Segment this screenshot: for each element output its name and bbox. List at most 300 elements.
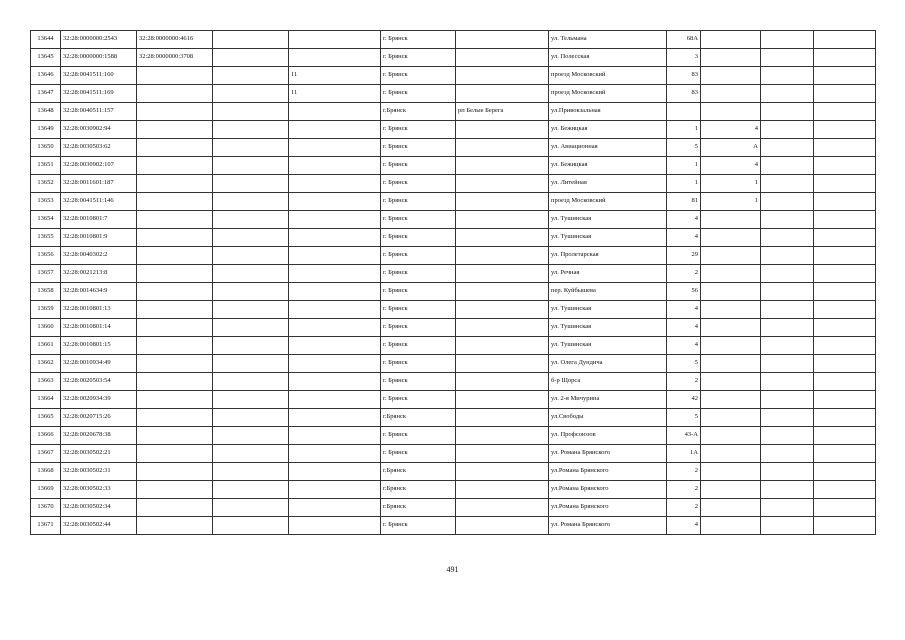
cell-house-number — [667, 103, 701, 121]
cell-extra-col-1 — [213, 193, 289, 211]
cell-prev-cadastral-number — [137, 499, 213, 517]
table-row — [31, 139, 876, 157]
cell-record-number: 13654 — [31, 211, 61, 229]
cell-extra-col-2 — [289, 103, 381, 121]
cell-building — [701, 499, 761, 517]
cell-extra-col-3 — [761, 157, 814, 175]
cell-cadastral-number: 32:28:0030902:94 — [61, 121, 137, 139]
cell-extra-col-2: 11 — [289, 67, 381, 85]
cell-extra-col-2 — [289, 373, 381, 391]
cell-cadastral-number: 32:28:0020715:26 — [61, 409, 137, 427]
cell-street: ул. Тушинская — [549, 301, 667, 319]
cell-extra-col-4 — [814, 337, 876, 355]
cell-prev-cadastral-number: 32:28:0000000:3708 — [137, 49, 213, 67]
cell-record-number: 13666 — [31, 427, 61, 445]
cell-extra-col-3 — [761, 193, 814, 211]
cell-settlement — [456, 229, 549, 247]
cell-house-number: 83 — [667, 67, 701, 85]
cell-street: ул. Тельмана — [549, 31, 667, 49]
cell-prev-cadastral-number — [137, 481, 213, 499]
cell-building — [701, 355, 761, 373]
cell-extra-col-1 — [213, 463, 289, 481]
cell-city: г. Брянск — [381, 157, 456, 175]
cell-extra-col-3 — [761, 31, 814, 49]
cell-extra-col-3 — [761, 85, 814, 103]
cell-extra-col-1 — [213, 139, 289, 157]
cell-prev-cadastral-number — [137, 355, 213, 373]
cell-street: пер. Куйбышева — [549, 283, 667, 301]
cell-building: 1 — [701, 175, 761, 193]
cell-prev-cadastral-number — [137, 229, 213, 247]
cell-extra-col-2 — [289, 211, 381, 229]
cell-record-number: 13661 — [31, 337, 61, 355]
cell-house-number: 2 — [667, 463, 701, 481]
cell-cadastral-number: 32:28:0010801:13 — [61, 301, 137, 319]
cell-extra-col-4 — [814, 121, 876, 139]
cell-extra-col-1 — [213, 67, 289, 85]
cell-cadastral-number: 32:28:0020934:39 — [61, 391, 137, 409]
cell-extra-col-2 — [289, 517, 381, 535]
cell-record-number: 13656 — [31, 247, 61, 265]
cell-house-number: 4 — [667, 229, 701, 247]
cell-extra-col-3 — [761, 265, 814, 283]
cell-extra-col-2 — [289, 319, 381, 337]
cell-extra-col-3 — [761, 337, 814, 355]
cell-city: г. Брянск — [381, 373, 456, 391]
cell-cadastral-number: 32:28:0030502:33 — [61, 481, 137, 499]
cell-house-number: 43-А — [667, 427, 701, 445]
cell-extra-col-4 — [814, 139, 876, 157]
cell-house-number: 1 — [667, 157, 701, 175]
cell-record-number: 13664 — [31, 391, 61, 409]
cell-extra-col-3 — [761, 373, 814, 391]
cell-extra-col-1 — [213, 517, 289, 535]
cell-city: г. Брянск — [381, 283, 456, 301]
cell-cadastral-number: 32:28:0000000:1588 — [61, 49, 137, 67]
cell-record-number: 13662 — [31, 355, 61, 373]
cell-house-number: 2 — [667, 481, 701, 499]
cell-extra-col-3 — [761, 319, 814, 337]
cell-cadastral-number: 32:28:0030502:21 — [61, 445, 137, 463]
cell-house-number: 5 — [667, 355, 701, 373]
cell-building — [701, 409, 761, 427]
table-row — [31, 517, 876, 535]
cell-prev-cadastral-number — [137, 463, 213, 481]
cell-extra-col-3 — [761, 499, 814, 517]
cell-prev-cadastral-number — [137, 85, 213, 103]
cell-extra-col-3 — [761, 283, 814, 301]
cell-cadastral-number: 32:28:0010801:15 — [61, 337, 137, 355]
cell-settlement — [456, 211, 549, 229]
table-row — [31, 247, 876, 265]
cell-extra-col-1 — [213, 319, 289, 337]
cell-record-number: 13655 — [31, 229, 61, 247]
cell-extra-col-2 — [289, 157, 381, 175]
cell-record-number: 13667 — [31, 445, 61, 463]
cell-extra-col-4 — [814, 229, 876, 247]
cell-extra-col-3 — [761, 517, 814, 535]
cell-building: 4 — [701, 157, 761, 175]
cell-house-number: 1 — [667, 175, 701, 193]
cell-settlement — [456, 517, 549, 535]
cell-house-number: 4 — [667, 211, 701, 229]
cell-building — [701, 283, 761, 301]
cell-record-number: 13649 — [31, 121, 61, 139]
cell-extra-col-4 — [814, 355, 876, 373]
cell-extra-col-2 — [289, 121, 381, 139]
table-row — [31, 49, 876, 67]
cell-extra-col-1 — [213, 283, 289, 301]
cell-cadastral-number: 32:28:0040511:157 — [61, 103, 137, 121]
cell-building — [701, 49, 761, 67]
cell-extra-col-3 — [761, 427, 814, 445]
cell-street: ул. Литейная — [549, 175, 667, 193]
cell-street: проезд Московский — [549, 67, 667, 85]
table-row — [31, 229, 876, 247]
cell-building — [701, 31, 761, 49]
cell-extra-col-2 — [289, 427, 381, 445]
cell-street: ул.Романа Брянского — [549, 481, 667, 499]
cell-record-number: 13646 — [31, 67, 61, 85]
cell-city: г. Брянск — [381, 337, 456, 355]
table-row — [31, 121, 876, 139]
page-number: 491 — [446, 565, 459, 574]
cell-extra-col-1 — [213, 31, 289, 49]
cell-extra-col-1 — [213, 121, 289, 139]
cell-house-number: 1А — [667, 445, 701, 463]
cell-house-number: 56 — [667, 283, 701, 301]
cell-city: г.Брянск — [381, 463, 456, 481]
cell-record-number: 13669 — [31, 481, 61, 499]
cell-building — [701, 337, 761, 355]
cell-street: ул. Пролетарская — [549, 247, 667, 265]
cell-building — [701, 67, 761, 85]
cell-cadastral-number: 32:28:0040302:2 — [61, 247, 137, 265]
cell-extra-col-1 — [213, 49, 289, 67]
cell-cadastral-number: 32:28:0010934:49 — [61, 355, 137, 373]
table-row — [31, 445, 876, 463]
cell-cadastral-number: 32:28:0020678:38 — [61, 427, 137, 445]
cell-building — [701, 85, 761, 103]
cell-cadastral-number: 32:28:0010801:9 — [61, 229, 137, 247]
cell-building — [701, 229, 761, 247]
cell-prev-cadastral-number — [137, 427, 213, 445]
cell-extra-col-1 — [213, 175, 289, 193]
cell-extra-col-3 — [761, 409, 814, 427]
cell-record-number: 13652 — [31, 175, 61, 193]
cell-building — [701, 427, 761, 445]
cell-prev-cadastral-number — [137, 211, 213, 229]
cell-extra-col-3 — [761, 391, 814, 409]
cell-record-number: 13651 — [31, 157, 61, 175]
cell-extra-col-1 — [213, 265, 289, 283]
table-row — [31, 301, 876, 319]
registry-table-body — [31, 31, 876, 535]
cell-house-number: 5 — [667, 139, 701, 157]
cell-extra-col-3 — [761, 463, 814, 481]
cell-extra-col-4 — [814, 211, 876, 229]
cell-settlement — [456, 427, 549, 445]
cell-prev-cadastral-number: 32:28:0000000:4616 — [137, 31, 213, 49]
cell-street: ул. Профсоюзов — [549, 427, 667, 445]
cell-house-number: 83 — [667, 85, 701, 103]
cell-city: г.Брянск — [381, 481, 456, 499]
table-row — [31, 265, 876, 283]
cell-city: г. Брянск — [381, 229, 456, 247]
cell-city: г. Брянск — [381, 49, 456, 67]
cell-cadastral-number: 32:28:0030902:107 — [61, 157, 137, 175]
cell-prev-cadastral-number — [137, 139, 213, 157]
cell-city: г.Брянск — [381, 499, 456, 517]
cell-building — [701, 301, 761, 319]
cell-building — [701, 265, 761, 283]
cell-cadastral-number: 32:28:0020503:54 — [61, 373, 137, 391]
cell-extra-col-1 — [213, 229, 289, 247]
cell-house-number: 3 — [667, 49, 701, 67]
cell-building — [701, 211, 761, 229]
cell-settlement — [456, 85, 549, 103]
cell-city: г. Брянск — [381, 445, 456, 463]
cell-extra-col-3 — [761, 211, 814, 229]
cell-extra-col-3 — [761, 247, 814, 265]
cell-prev-cadastral-number — [137, 103, 213, 121]
cell-extra-col-1 — [213, 85, 289, 103]
cell-street: ул. Романа Брянского — [549, 445, 667, 463]
cell-extra-col-4 — [814, 265, 876, 283]
cell-prev-cadastral-number — [137, 193, 213, 211]
cell-extra-col-2 — [289, 409, 381, 427]
cell-record-number: 13658 — [31, 283, 61, 301]
cell-extra-col-2 — [289, 229, 381, 247]
cell-settlement — [456, 499, 549, 517]
cell-cadastral-number: 32:28:0030502:34 — [61, 499, 137, 517]
cell-extra-col-2 — [289, 265, 381, 283]
cell-city: г. Брянск — [381, 175, 456, 193]
cell-extra-col-1 — [213, 211, 289, 229]
cell-extra-col-2 — [289, 499, 381, 517]
table-row — [31, 499, 876, 517]
cell-extra-col-4 — [814, 517, 876, 535]
cell-extra-col-1 — [213, 409, 289, 427]
table-row — [31, 463, 876, 481]
cell-prev-cadastral-number — [137, 319, 213, 337]
cell-settlement — [456, 265, 549, 283]
cell-street: ул. Авиационная — [549, 139, 667, 157]
cell-house-number: 68А — [667, 31, 701, 49]
cell-extra-col-4 — [814, 193, 876, 211]
cell-settlement — [456, 121, 549, 139]
cell-city: г. Брянск — [381, 301, 456, 319]
cell-city: г. Брянск — [381, 31, 456, 49]
cell-city: г. Брянск — [381, 193, 456, 211]
cell-prev-cadastral-number — [137, 247, 213, 265]
cell-extra-col-4 — [814, 283, 876, 301]
cell-street: ул. Тушинская — [549, 211, 667, 229]
table-row — [31, 337, 876, 355]
cell-extra-col-2 — [289, 49, 381, 67]
cell-building — [701, 103, 761, 121]
table-row — [31, 175, 876, 193]
cell-cadastral-number: 32:28:0041511:169 — [61, 85, 137, 103]
cell-extra-col-4 — [814, 409, 876, 427]
cell-extra-col-4 — [814, 391, 876, 409]
cell-extra-col-4 — [814, 373, 876, 391]
table-row — [31, 193, 876, 211]
cell-settlement — [456, 49, 549, 67]
cell-street: ул. Бежицкая — [549, 157, 667, 175]
table-row — [31, 103, 876, 121]
cell-street: ул. 2-я Мичурина — [549, 391, 667, 409]
cell-extra-col-1 — [213, 355, 289, 373]
cell-street: ул.Романа Брянского — [549, 499, 667, 517]
cell-record-number: 13670 — [31, 499, 61, 517]
cell-extra-col-3 — [761, 481, 814, 499]
cell-cadastral-number: 32:28:0011601:187 — [61, 175, 137, 193]
cell-extra-col-4 — [814, 247, 876, 265]
cell-settlement — [456, 409, 549, 427]
cell-street: ул. Бежицкая — [549, 121, 667, 139]
cell-record-number: 13645 — [31, 49, 61, 67]
cell-cadastral-number: 32:28:0030503:62 — [61, 139, 137, 157]
cell-extra-col-2 — [289, 31, 381, 49]
cell-extra-col-2 — [289, 283, 381, 301]
cell-extra-col-3 — [761, 49, 814, 67]
table-row — [31, 409, 876, 427]
cell-house-number: 1 — [667, 121, 701, 139]
cell-prev-cadastral-number — [137, 391, 213, 409]
cell-settlement — [456, 175, 549, 193]
cell-extra-col-1 — [213, 427, 289, 445]
cell-extra-col-4 — [814, 85, 876, 103]
cell-extra-col-2 — [289, 193, 381, 211]
cell-city: г. Брянск — [381, 139, 456, 157]
cell-building — [701, 481, 761, 499]
cell-cadastral-number: 32:28:0030502:44 — [61, 517, 137, 535]
cell-building — [701, 391, 761, 409]
table-row — [31, 211, 876, 229]
cell-city: г. Брянск — [381, 391, 456, 409]
cell-street: ул.Романа Брянского — [549, 463, 667, 481]
cell-extra-col-1 — [213, 481, 289, 499]
cell-extra-col-4 — [814, 427, 876, 445]
cell-house-number: 29 — [667, 247, 701, 265]
cell-extra-col-4 — [814, 31, 876, 49]
cell-extra-col-3 — [761, 103, 814, 121]
cell-record-number: 13663 — [31, 373, 61, 391]
cell-extra-col-1 — [213, 499, 289, 517]
cell-settlement — [456, 445, 549, 463]
cell-extra-col-2 — [289, 355, 381, 373]
cell-city: г. Брянск — [381, 265, 456, 283]
cell-extra-col-1 — [213, 157, 289, 175]
cell-extra-col-2: 11 — [289, 85, 381, 103]
cell-record-number: 13671 — [31, 517, 61, 535]
cell-extra-col-2 — [289, 463, 381, 481]
cell-extra-col-4 — [814, 319, 876, 337]
cell-house-number: 42 — [667, 391, 701, 409]
cell-prev-cadastral-number — [137, 301, 213, 319]
cell-prev-cadastral-number — [137, 67, 213, 85]
cell-prev-cadastral-number — [137, 337, 213, 355]
cell-settlement — [456, 67, 549, 85]
cell-record-number: 13650 — [31, 139, 61, 157]
cell-record-number: 13659 — [31, 301, 61, 319]
cell-street: ул. Тушинская — [549, 319, 667, 337]
cell-building — [701, 319, 761, 337]
table-row — [31, 391, 876, 409]
cell-cadastral-number: 32:28:0014634:9 — [61, 283, 137, 301]
cell-cadastral-number: 32:28:0010801:7 — [61, 211, 137, 229]
table-row — [31, 67, 876, 85]
registry-table — [30, 30, 876, 535]
cell-settlement — [456, 301, 549, 319]
cell-extra-col-4 — [814, 175, 876, 193]
cell-city: г. Брянск — [381, 427, 456, 445]
cell-settlement — [456, 463, 549, 481]
cell-building — [701, 373, 761, 391]
cell-house-number: 4 — [667, 301, 701, 319]
cell-prev-cadastral-number — [137, 283, 213, 301]
table-row — [31, 283, 876, 301]
cell-extra-col-4 — [814, 499, 876, 517]
cell-extra-col-4 — [814, 49, 876, 67]
cell-record-number: 13665 — [31, 409, 61, 427]
cell-prev-cadastral-number — [137, 157, 213, 175]
cell-extra-col-2 — [289, 247, 381, 265]
cell-street: проезд Московский — [549, 85, 667, 103]
cell-building: А — [701, 139, 761, 157]
table-row — [31, 481, 876, 499]
cell-street: проезд Московский — [549, 193, 667, 211]
cell-building — [701, 247, 761, 265]
cell-city: г. Брянск — [381, 517, 456, 535]
cell-extra-col-3 — [761, 229, 814, 247]
cell-building — [701, 463, 761, 481]
cell-cadastral-number: 32:28:0010801:14 — [61, 319, 137, 337]
table-row — [31, 31, 876, 49]
cell-extra-col-2 — [289, 301, 381, 319]
cell-cadastral-number: 32:28:0041511:160 — [61, 67, 137, 85]
cell-record-number: 13644 — [31, 31, 61, 49]
table-row — [31, 427, 876, 445]
cell-city: г. Брянск — [381, 67, 456, 85]
cell-extra-col-2 — [289, 391, 381, 409]
cell-street: ул. Полесская — [549, 49, 667, 67]
cell-building — [701, 517, 761, 535]
cell-extra-col-4 — [814, 445, 876, 463]
cell-extra-col-2 — [289, 445, 381, 463]
cell-house-number: 4 — [667, 319, 701, 337]
cell-extra-col-2 — [289, 139, 381, 157]
cell-cadastral-number: 32:28:0021213:8 — [61, 265, 137, 283]
cell-prev-cadastral-number — [137, 445, 213, 463]
cell-settlement — [456, 193, 549, 211]
cell-extra-col-2 — [289, 175, 381, 193]
cell-settlement — [456, 391, 549, 409]
cell-house-number: 2 — [667, 265, 701, 283]
cell-city: г. Брянск — [381, 247, 456, 265]
cell-building — [701, 445, 761, 463]
cell-prev-cadastral-number — [137, 409, 213, 427]
cell-prev-cadastral-number — [137, 121, 213, 139]
cell-extra-col-1 — [213, 301, 289, 319]
cell-extra-col-1 — [213, 391, 289, 409]
cell-settlement — [456, 337, 549, 355]
cell-record-number: 13648 — [31, 103, 61, 121]
cell-prev-cadastral-number — [137, 265, 213, 283]
cell-street: б-р Щорса — [549, 373, 667, 391]
cell-settlement — [456, 139, 549, 157]
